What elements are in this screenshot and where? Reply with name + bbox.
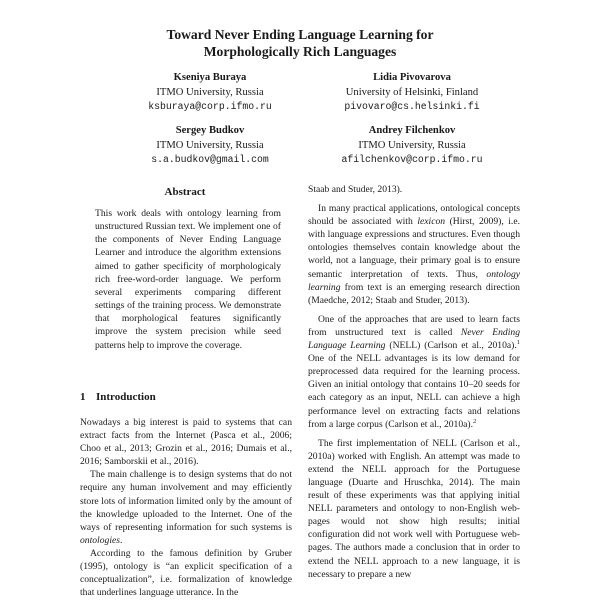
paragraph-text: (NELL) (Carlson et al., 2010a). <box>389 340 517 352</box>
paragraph <box>80 468 292 547</box>
paragraph: According to the famous definition by Gruber (1995), ontology is “an explicit specification of a conceptualization”, i.e. formalization of knowledge that underlines language utterance. In the <box>80 547 292 599</box>
author-name: Kseniya Buraya <box>173 72 247 83</box>
author-name: Sergey Budkov <box>175 125 245 136</box>
section-number: 1 <box>80 391 86 403</box>
paragraph-text: One of the approaches that are used to learn facts from unstructured text is called <box>308 313 520 338</box>
paragraph-text: One of the NELL advantages is its low demand for preprocessed data required for the learning process. Given an initial ontology that contains 10–20 seeds for each category as an input, NELL can achieve a high performance level on extracting facts and relations from a large corpus (Carlson et al., 2010a). <box>308 353 520 430</box>
paper-title <box>0 26 600 60</box>
author-affiliation: University of Helsinki, Finland <box>345 86 479 98</box>
footnote-marker[interactable]: 2 <box>473 417 477 425</box>
paragraph <box>308 313 520 431</box>
paragraph-text: The main challenge is to design systems that do not require any human involvement and may efficiently store lots of information limited only by the amount of the knowledge uploaded to the Internet. One of the ways of representing information for such systems is <box>80 469 292 533</box>
right-column <box>308 183 520 581</box>
paragraph: The first implementation of NELL (Carlson et al., 2010a) worked with English. An attempt was made to extend the NELL approach for the Portuguese language (Duarte and Hruschka, 2014). The main result of these experiments was that applying initial NELL parameters and ontology to non-English web-pages would not show high results; initial configuration did not work well with Portuguese web-pages. The authors made a conclusion that in order to extend the NELL approach to a new language, it is necessary to prepare a new <box>308 437 520 580</box>
emphasis-text: ontologies <box>80 534 120 546</box>
section-heading <box>80 391 156 403</box>
author-block-4 <box>292 124 532 168</box>
left-column <box>80 416 292 599</box>
emphasis-text: lexicon <box>417 216 446 228</box>
paragraph <box>308 202 520 307</box>
paragraph: Nowadays a big interest is paid to systems that can extract facts from the Internet (Pasca et al., 2006; Choo et al., 2013; Grozin et al., 2016; Dumais et al., 2016; Samborskii et al., 2016). <box>80 417 292 468</box>
author-email: ksburaya@corp.ifmo.ru <box>148 101 272 112</box>
paragraph-text: (Hirst, 2009), i.e. with language expressions and structures. Even though ontologies themselves contain knowledge about the world, not a language, their primary goal is to ensure semantic interpretation of texts. Thus, <box>308 216 520 280</box>
abstract-text: This work deals with ontology learning from unstructured Russian text. We implement one of the components of Never Ending Language Learner and introduce the algorithm extensions aimed to gather specificity of morphologicaly rich free-word-order language. We perform several experiments comparing different settings of the training process. We demonstrate that morphological features significantly improve the system precision while seed patterns help to improve the coverage. <box>95 208 281 351</box>
emphasis-text: ontology learning <box>308 268 520 293</box>
paragraph-text: In many practical applications, ontological concepts should be associated with <box>308 203 520 228</box>
section-title: Introduction <box>96 391 156 403</box>
paragraph: Staab and Studer, 2013). <box>308 184 403 195</box>
author-block-2 <box>292 71 532 115</box>
author-email: pivovaro@cs.helsinki.fi <box>344 101 480 112</box>
footnote-marker[interactable]: 1 <box>516 338 520 346</box>
author-email: afilchenkov@corp.ifmo.ru <box>341 154 483 165</box>
author-affiliation: ITMO University, Russia <box>156 86 264 98</box>
paper-title-line-2: Morphologically Rich Languages <box>203 44 397 59</box>
author-affiliation: ITMO University, Russia <box>156 139 264 151</box>
author-affiliation: ITMO University, Russia <box>358 139 466 151</box>
author-name: Andrey Filchenkov <box>368 125 456 136</box>
author-email: s.a.budkov@gmail.com <box>151 154 269 165</box>
paper-title-line-1: Toward Never Ending Language Learning for <box>166 27 434 42</box>
author-name: Lidia Pivovarova <box>373 72 451 83</box>
paragraph-text: . <box>119 534 123 546</box>
paragraph-text: from text is an emerging research direction (Maedche, 2012; Staab and Studer, 2013). <box>308 281 520 306</box>
abstract-heading: Abstract <box>164 186 206 198</box>
emphasis-text: Never Ending Language Learning <box>308 326 520 352</box>
